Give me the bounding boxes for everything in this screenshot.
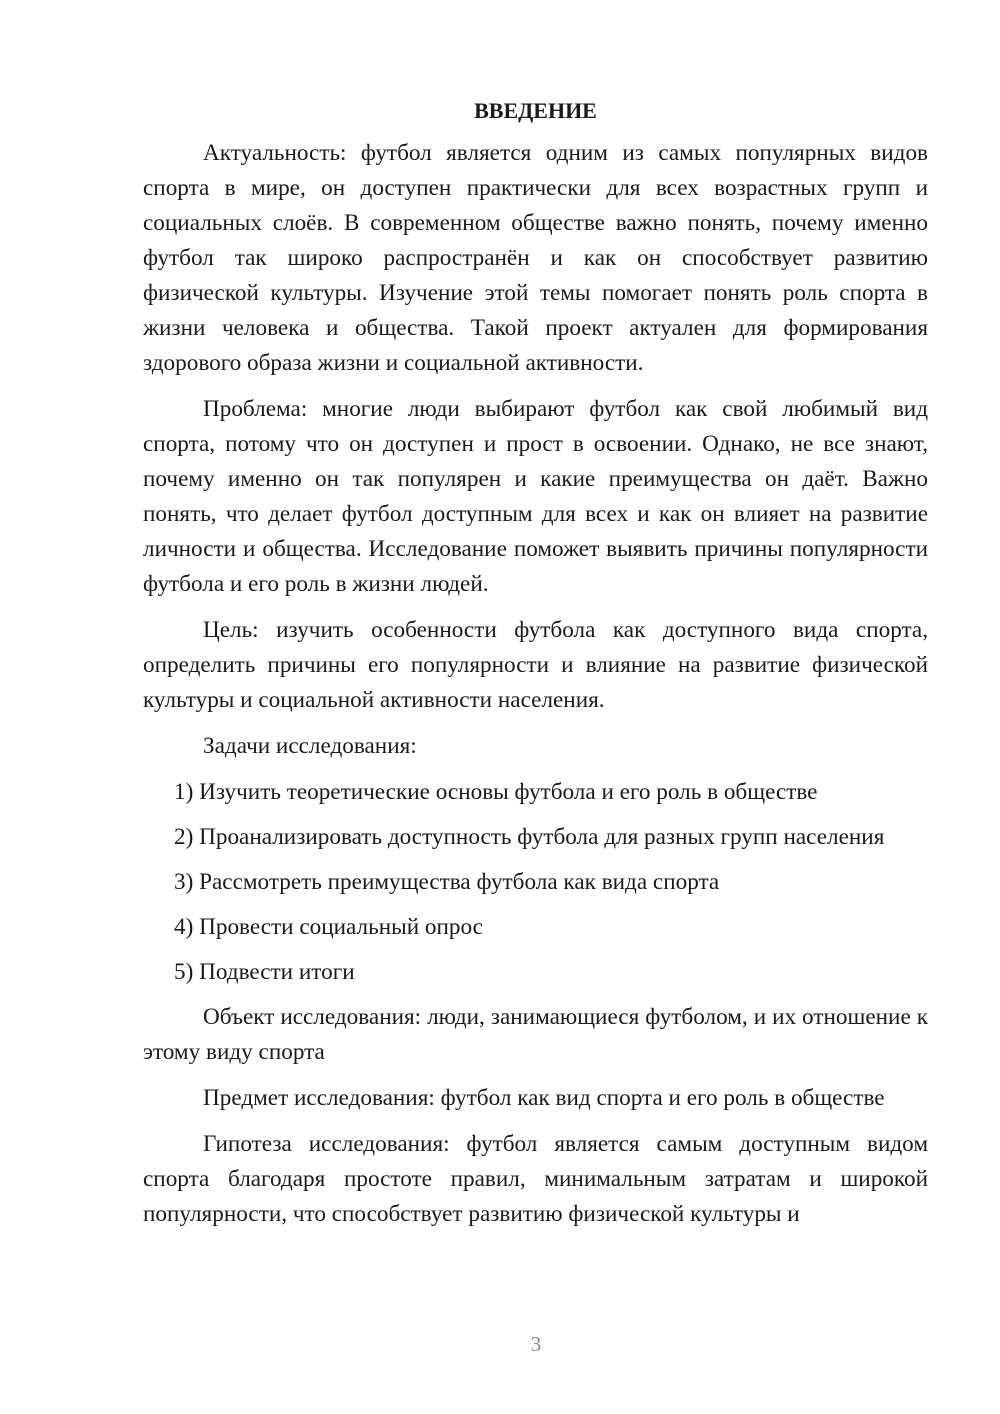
paragraph-hypothesis: Гипотеза исследования: футбол является самым доступным видом спорта благодаря простоте правил, минимальным затратам и широкой популярности, что способствует развитию физической культуры и (143, 1131, 928, 1227)
task-item: 2) Проанализировать доступность футбола для разных групп населения (174, 824, 885, 850)
page-content (143, 96, 928, 1243)
task-item: 5) Подвести итоги (174, 959, 355, 985)
tasks-heading: Задачи исследования: (203, 733, 417, 759)
task-item: 4) Провести социальный опрос (174, 914, 483, 940)
paragraph-subject: Предмет исследования: футбол как вид спорта и его роль в обществе (203, 1085, 885, 1111)
paragraph-goal: Цель: изучить особенности футбола как доступного вида спорта, определить причины его популярности и влияние на развитие физической культуры и социальной активности населения. (143, 617, 928, 713)
task-item: 1) Изучить теоретические основы футбола и его роль в обществе (174, 779, 818, 805)
paragraph-object: Объект исследования: люди, занимающиеся футболом, и их отношение к этому виду спорта (143, 1004, 928, 1065)
page-number: 3 (530, 1332, 542, 1356)
paragraph-problem: Проблема: многие люди выбирают футбол как свой любимый вид спорта, потому что он доступен и прост в освоении. Однако, не все знают, почему именно он так популярен и какие преимущества он даёт. Важно понять, что делает футбол доступным для всех и как он влияет на развитие личности и общества. Исследование поможет выявить причины популярности футбола и его роль в жизни людей. (143, 396, 928, 597)
page-title: ВВЕДЕНИЕ (474, 98, 597, 123)
task-item: 3) Рассмотреть преимущества футбола как вида спорта (174, 869, 720, 895)
paragraph-relevance: Актуальность: футбол является одним из самых популярных видов спорта в мире, он доступен практически для всех возрастных групп и социальных слоёв. В современном обществе важно понять, почему именно футбол так широко распространён и как он способствует развитию физической культуры. Изучение этой темы помогает понять роль спорта в жизни человека и общества. Такой проект актуален для формирования здорового образа жизни и социальной активности. (143, 140, 928, 376)
